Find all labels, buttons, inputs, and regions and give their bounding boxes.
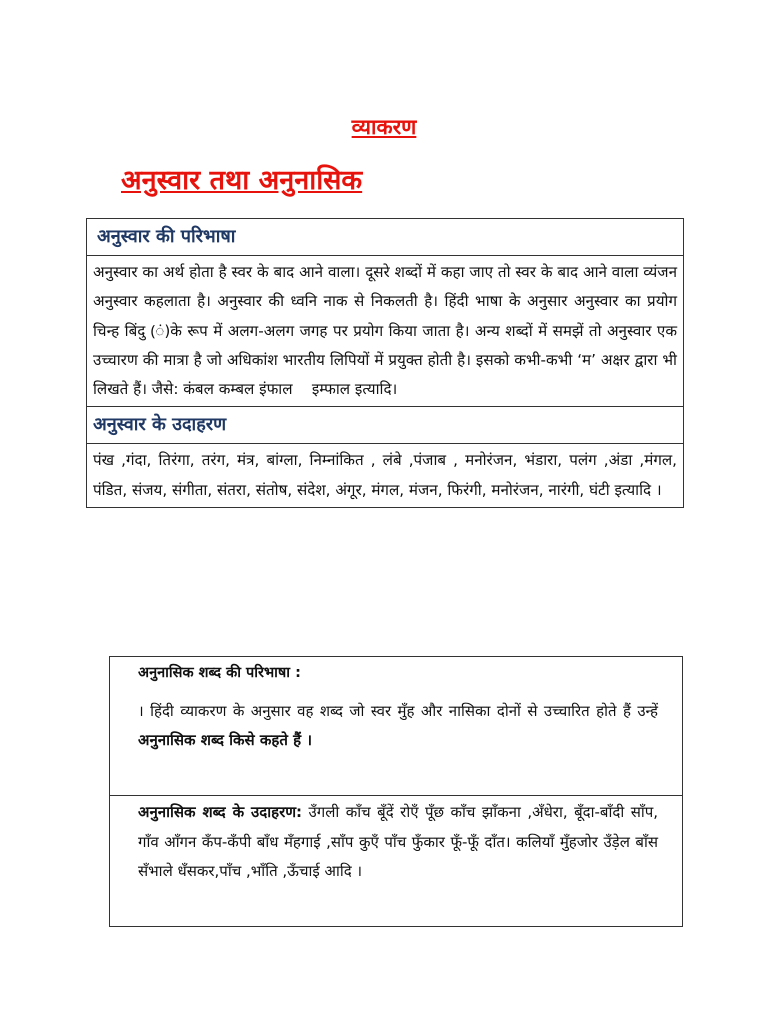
anunasik-definition-cell [110,657,683,796]
anunasik-examples-row [110,796,683,927]
anunasik-table [109,656,683,927]
anunasik-examples-text: उँगली काँच बूँदें रोएँ पूँछ काँच झाँकना ,अँधेरा, बूँदा-बाँदी साँप, गाँव आँगन कँप-कँपी बाँध मँहगाई ,साँप कुएँ पाँच फुँकार फूँ-फूँ दाँत। कलियाँ मुँहजोर उँड़ेल बाँस सँभाले धँसकर,पाँच ,भाँति ,ऊँचाई आदि । [138,803,659,880]
anusvar-table [86,218,684,508]
anunasik-definition-text: । हिंदी व्याकरण के अनुसार वह शब्द जो स्वर मुँह और नासिका दोनों से उच्चारित होते हैं उन्हें [138,702,658,720]
anunasik-examples-heading: अनुनासिक शब्द के उदाहरण: [138,803,303,821]
anusvar-examples-heading: अनुस्वार के उदाहरण [87,407,684,444]
anunasik-definition-bold: अनुनासिक शब्द किसे कहते हैं । [138,731,313,749]
anunasik-examples-cell [110,796,683,927]
anunasik-definition-heading: अनुनासिक शब्द की परिभाषा : [138,665,301,681]
anusvar-definition-heading-row [87,219,684,256]
anunasik-definition-row [110,657,683,796]
anusvar-examples-row [87,444,684,508]
anusvar-examples-text: पंख ,गंदा, तिरंगा, तरंग, मंत्र, बांग्ला, निम्नांकित , लंबे ,पंजाब , मनोरंजन, भंडारा, पलंग ,अंडा ,मंगल, पंडित, संजय, संगीता, संतरा, संतोष, संदेश, अंगूर, मंगल, मंजन, फिरंगी, मनोरंजन, नारंगी, घंटी इत्यादि । [87,444,684,508]
anusvar-definition-heading: अनुस्वार की परिभाषा [87,219,684,256]
anusvar-examples-heading-row [87,407,684,444]
subject-heading: व्याकरण [351,115,417,139]
anusvar-definition-text: अनुस्वार का अर्थ होता है स्वर के बाद आने वाला। दूसरे शब्दों में कहा जाए तो स्वर के बाद आने वाला व्यंजन अनुस्वार कहलाता है। अनुस्वार की ध्वनि नाक से निकलती है। हिंदी भाषा के अनुसार अनुस्वार का प्रयोग चिन्ह बिंदु (ं)के रूप में अलग-अलग जगह पर प्रयोग किया जाता है। अन्य शब्दों में समझें तो अनुस्वार एक उच्चारण की मात्रा है जो अधिकांश भारतीय लिपियों में प्रयुक्त होती है। इसको कभी-कभी ‘म’ अक्षर द्वारा भी लिखते हैं। जैसे: कंबल कम्बल इंफाल इम्फाल इत्यादि। [87,256,684,407]
anusvar-definition-row [87,256,684,407]
anunasik-examples-paragraph [138,798,658,887]
page-title: अनुस्वार तथा अनुनासिक [121,165,363,196]
anunasik-definition-paragraph [138,697,658,755]
